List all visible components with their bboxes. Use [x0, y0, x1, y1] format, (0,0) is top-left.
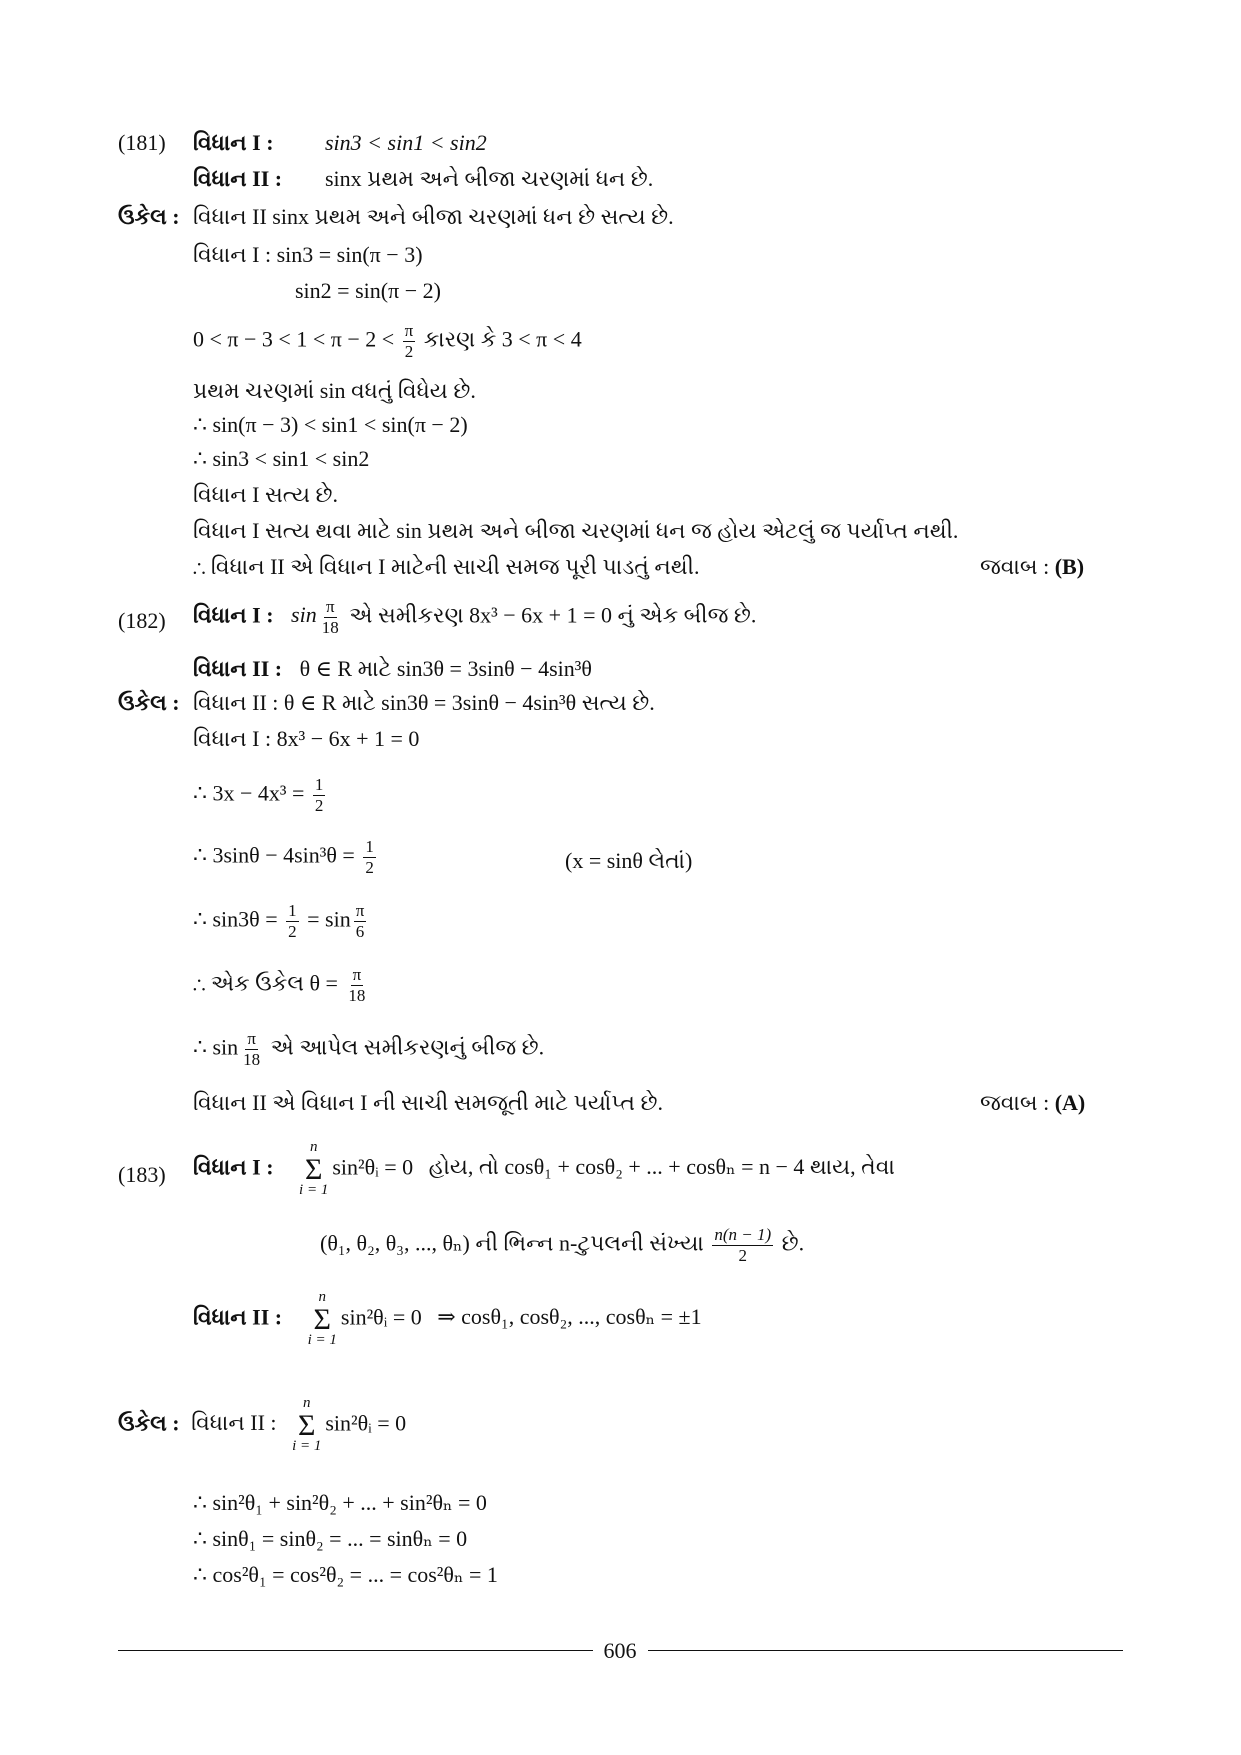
fraction-one-half: $\frac{1}{2}$	[365, 837, 374, 877]
q181-line3: sin2 = sin(π − 2)	[295, 278, 441, 303]
q182-answer	[980, 1092, 1085, 1114]
q182-line4-text: ∴ 3sinθ − 4sin³θ =	[193, 842, 355, 868]
q181-line7: ∴ sin3 < sin1 < sin2	[193, 446, 370, 471]
fraction-n-n-minus-1-over-2: $\frac{n(n - 1)}{2}$	[714, 1225, 772, 1265]
q182-line4-note: (x = sinθ લેતાં)	[565, 848, 693, 873]
q181-line2: વિધાન I : sin3 = sin(π − 3)	[193, 242, 423, 267]
q183-line1: ∴ sin²θ₁ + sin²θ₂ + ... + sin²θₙ = 0	[193, 1490, 487, 1515]
fraction-pi-over-18: $\frac{\pi}{18}$	[348, 965, 366, 1005]
q181-statement1-text: sin3 < sin1 < sin2	[325, 130, 487, 155]
q182-statement2-text: θ ∈ R માટે sin3θ = 3sinθ − 4sin³θ	[299, 656, 592, 681]
q182-solution-label: ઉકેલ :	[118, 690, 180, 715]
answer-label: જવાબ :	[980, 554, 1050, 579]
q182-line7-text: એ આપેલ સમીકરણનું બીજ છે.	[270, 1034, 545, 1060]
fraction-pi-over-18: $\frac{\pi}{18}$	[321, 597, 339, 637]
q183-statement1-label: વિધાન I :	[193, 1154, 274, 1180]
q183-solution-label: ઉકેલ :	[118, 1410, 180, 1436]
q183-line2: ∴ sinθ₁ = sinθ₂ = ... = sinθₙ = 0	[193, 1526, 468, 1551]
summation-symbol: n Σ i = 1	[307, 1289, 337, 1348]
q181-fraction-pi-over-2: $\frac{\pi}{2}$	[404, 321, 414, 361]
summation-symbol: n Σ i = 1	[299, 1139, 329, 1198]
fraction-one-half: $\frac{1}{2}$	[314, 775, 324, 815]
q182-line1: વિધાન II : θ ∈ R માટે sin3θ = 3sinθ − 4sin³θ સત્ય છે.	[193, 690, 655, 715]
q182-line3-text: ∴ 3x − 4x³ =	[193, 780, 305, 806]
q182-line7-sin: ∴ sin	[193, 1034, 239, 1060]
q183-solution-prefix: વિધાન II :	[191, 1410, 277, 1436]
fraction-one-half: $\frac{1}{2}$	[288, 901, 297, 941]
q182-line6-text: ∴ એક ઉકેલ θ =	[193, 970, 338, 996]
q182-statement1	[193, 598, 756, 637]
q182-line8: વિધાન II એ વિધાન I ની સાચી સમજૂતી માટે પર્યાપ્ત છે.	[193, 1090, 664, 1115]
q181-line6: ∴ sin(π − 3) < sin1 < sin(π − 2)	[193, 412, 468, 437]
q182-statement2	[193, 658, 592, 680]
q181-solution-label: ઉકેલ :	[118, 204, 180, 229]
q182-line2: વિધાન I : 8x³ − 6x + 1 = 0	[193, 726, 420, 751]
answer-value: (B)	[1054, 554, 1085, 579]
q181-line9: વિધાન I સત્ય થવા માટે sin પ્રથમ અને બીજા ચરણમાં ધન જ હોય એટલું જ પર્યાપ્ત નથી.	[193, 518, 959, 543]
q182-number: (182)	[118, 608, 166, 633]
answer-value: (A)	[1054, 1090, 1086, 1115]
q183-solution	[118, 1396, 406, 1455]
q183-statement1-line2	[320, 1226, 804, 1265]
q182-line5-text: ∴ sin3θ =	[193, 906, 278, 932]
q181-line10: ∴ વિધાન II એ વિધાન I માટેની સાચી સમજ પૂરી પાડતું નથી.	[193, 554, 700, 579]
q182-statement1-text: એ સમીકરણ 8x³ − 6x + 1 = 0 નું એક બીજ છે.	[349, 602, 757, 628]
q182-line3	[193, 776, 328, 815]
q181-line4-start: 0 < π − 3 < 1 < π − 2 <	[193, 326, 395, 352]
footer-rule-left	[118, 1650, 593, 1651]
summation-symbol: n Σ i = 1	[292, 1395, 322, 1454]
page-number: 606	[603, 1638, 637, 1663]
q181-statement1-label: વિધાન I :	[193, 130, 274, 155]
q182-line6	[193, 966, 370, 1005]
footer-rule-right	[648, 1650, 1123, 1651]
q182-line5-sin: = sin	[307, 906, 351, 932]
q183-solution-expr: sin²θᵢ = 0	[325, 1410, 407, 1436]
q182-line7	[193, 1030, 544, 1069]
q182-line4	[193, 838, 379, 877]
q181-number: (181)	[118, 130, 166, 155]
q182-statement2-label: વિધાન II :	[193, 656, 283, 681]
q183-statement2-expr: sin²θᵢ = 0	[340, 1304, 422, 1330]
q181-line4	[193, 322, 582, 361]
fraction-pi-over-6: $\frac{\pi}{6}$	[355, 901, 365, 941]
sin-text: sin	[291, 602, 317, 628]
q181-answer	[980, 556, 1084, 578]
answer-label: જવાબ :	[980, 1090, 1050, 1115]
q181-statement2-label: વિધાન II :	[193, 166, 283, 191]
q181-line5: પ્રથમ ચરણમાં sin વધતું વિધેય છે.	[193, 378, 476, 403]
q182-line5	[193, 902, 369, 941]
fraction-pi-over-18: $\frac{\pi}{18}$	[243, 1029, 261, 1069]
q183-statement1	[193, 1140, 895, 1199]
q181-line8: વિધાન I સત્ય છે.	[193, 482, 339, 507]
q181-line1: વિધાન II sinx પ્રથમ અને બીજા ચરણમાં ધન છે સત્ય છે.	[193, 204, 674, 229]
q181-statement2-text: sinx પ્રથમ અને બીજા ચરણમાં ધન છે.	[325, 166, 654, 191]
q183-statement1-text: હોય, તો cosθ₁ + cosθ₂ + ... + cosθₙ = n − 4 થાય, તેવા	[428, 1154, 895, 1180]
q181-line4-end: કારણ કે 3 < π < 4	[423, 326, 582, 352]
q182-statement1-label: વિધાન I :	[193, 602, 274, 628]
q183-statement2-text: ⇒ cosθ₁, cosθ₂, ..., cosθₙ = ±1	[437, 1304, 702, 1330]
q183-statement1-line2-text: (θ₁, θ₂, θ₃, ..., θₙ) ની ભિન્ન n-ટુપલની સંખ્યા	[320, 1230, 704, 1256]
q183-line3: ∴ cos²θ₁ = cos²θ₂ = ... = cos²θₙ = 1	[193, 1562, 498, 1587]
q183-statement2	[193, 1290, 702, 1349]
q183-statement1-line2-end: છે.	[781, 1230, 805, 1256]
q183-number: (183)	[118, 1162, 166, 1187]
q183-statement1-expr: sin²θᵢ = 0	[332, 1154, 414, 1180]
q183-statement2-label: વિધાન II :	[193, 1304, 283, 1330]
